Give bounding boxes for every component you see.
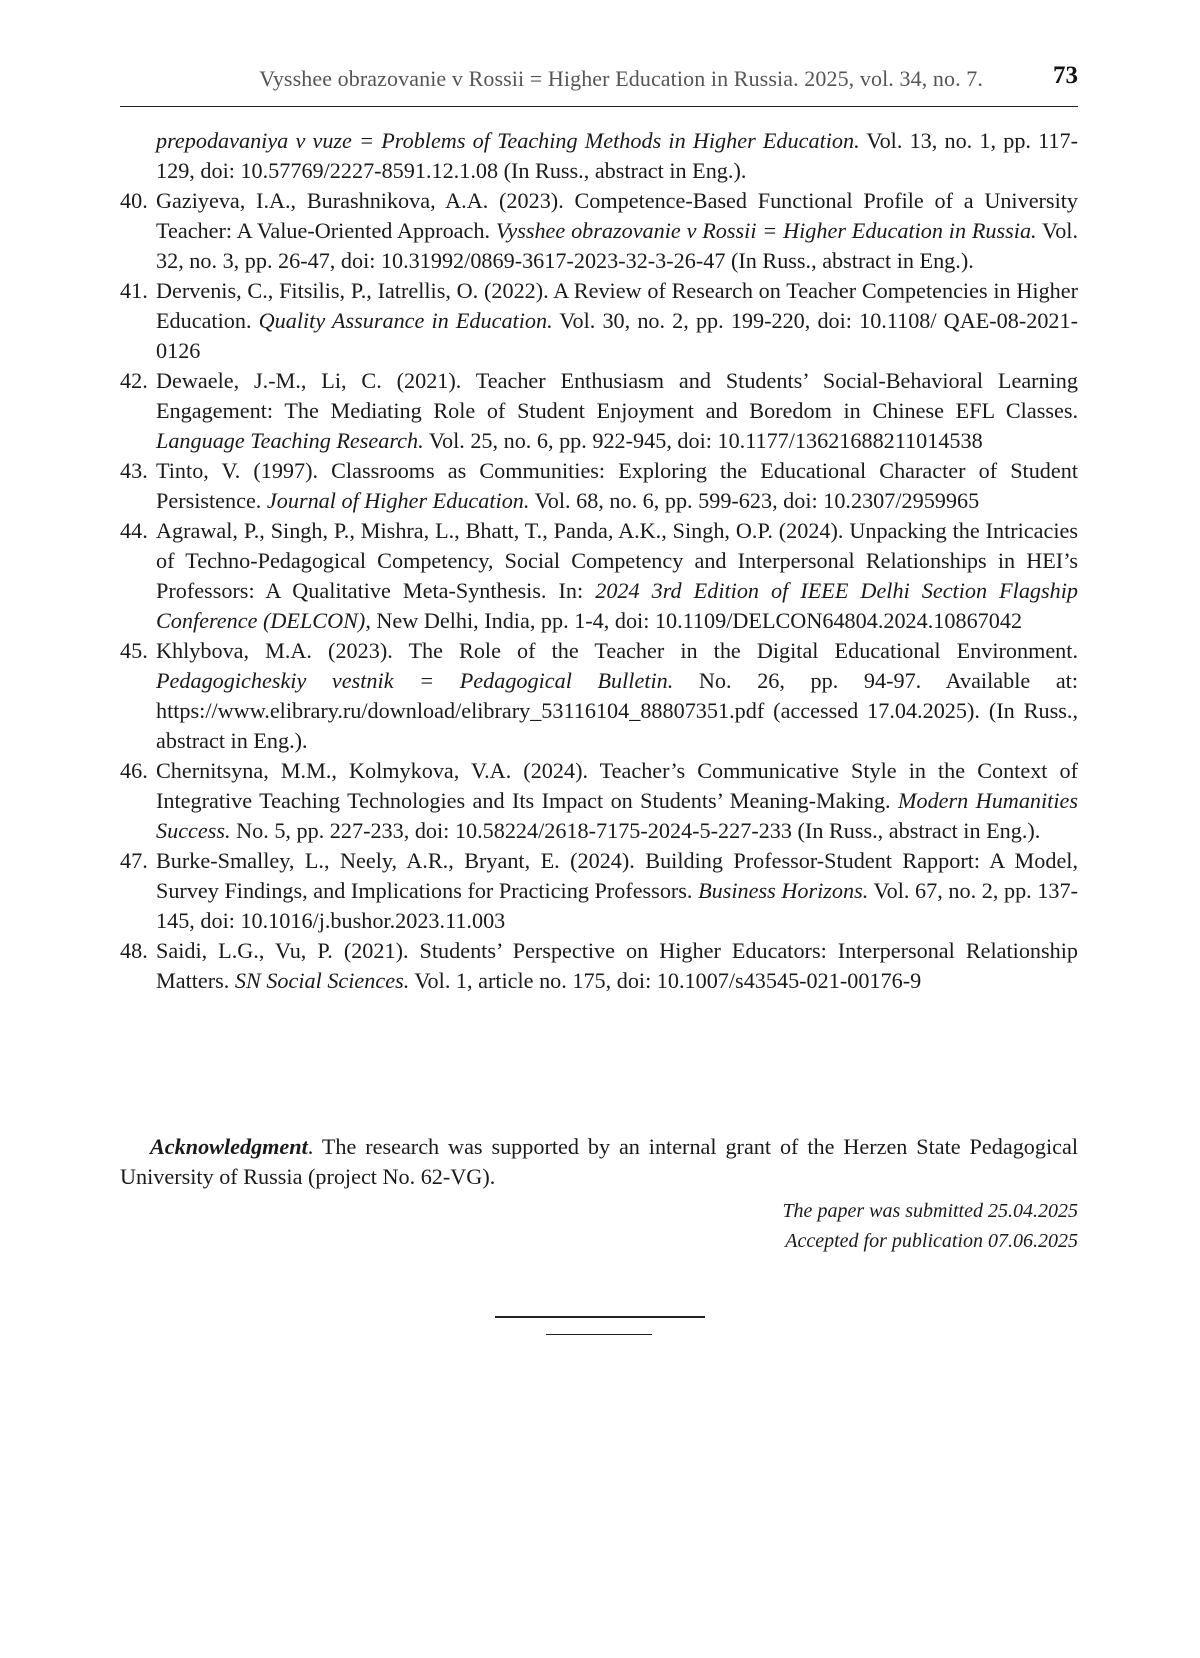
reference-authors-title: Chernitsyna, M.M., Kolmykova, V.A. (2024). Teacher’s Communicative Style in the Context of Integrative Teaching Technologies and Its Impact on Students’ Meaning-Making. bbox=[156, 758, 1078, 813]
reference-details: Vol. 67, no. 2, pp. 137-145, doi: 10.1016/j.bushor.2023.11.003 bbox=[156, 878, 1078, 933]
reference-details: Vol. 68, no. 6, pp. 599-623, doi: 10.2307/2959965 bbox=[529, 488, 980, 513]
reference-item bbox=[120, 276, 1078, 366]
reference-source: Pedagogicheskiy vestnik = Pedagogical Bulletin. bbox=[156, 668, 674, 693]
reference-item bbox=[120, 846, 1078, 936]
reference-item bbox=[120, 366, 1078, 456]
reference-authors-title: Saidi, L.G., Vu, P. (2021). Students’ Perspective on Higher Educators: Interpersonal Relationship Matters. bbox=[156, 938, 1078, 993]
reference-authors-title: Burke-Smalley, L., Neely, A.R., Bryant, E. (2024). Building Professor-Student Rapport: A Model, Survey Findings, and Implications for Practicing Professors. bbox=[156, 848, 1078, 903]
running-header bbox=[120, 58, 1078, 107]
reference-authors-title: Agrawal, P., Singh, P., Mishra, L., Bhatt, T., Panda, A.K., Singh, O.P. (2024). Unpacking the Intricacies of Techno-Pedagogical Competency, Social Competency and Interpersonal Relationships in HEI’s Professors: A Qualitative Meta-Synthesis. In: bbox=[156, 518, 1078, 603]
reference-authors-title: Dervenis, C., Fitsilis, P., Iatrellis, O. (2022). A Review of Research on Teacher Competencies in Higher Education. bbox=[156, 278, 1078, 333]
reference-source: Business Horizons. bbox=[698, 878, 869, 903]
reference-source: Language Teaching Research. bbox=[156, 428, 424, 453]
reference-number: 46. bbox=[120, 758, 148, 783]
reference-item bbox=[120, 126, 1078, 186]
reference-authors-title: Gaziyeva, I.A., Burashnikova, A.A. (2023). Competence-Based Functional Profile of a University Teacher: A Value-Oriented Approach. bbox=[156, 188, 1078, 243]
reference-number: 43. bbox=[120, 458, 148, 483]
reference-item bbox=[120, 756, 1078, 846]
reference-number: 41. bbox=[120, 278, 148, 303]
reference-source: Modern Humanities Success. bbox=[156, 788, 1078, 843]
end-rule-long bbox=[495, 1316, 705, 1318]
acknowledgment-paragraph bbox=[120, 1132, 1078, 1192]
page-number: 73 bbox=[1053, 62, 1078, 89]
reference-number: 42. bbox=[120, 368, 148, 393]
reference-item bbox=[120, 516, 1078, 636]
reference-details: Vol. 13, no. 1, pp. 117-129, doi: 10.57769/2227-8591.12.1.08 (In Russ., abstract in Eng.). bbox=[156, 128, 1078, 183]
reference-source: Quality Assurance in Education. bbox=[258, 308, 553, 333]
reference-details: No. 5, pp. 227-233, doi: 10.58224/2618-7175-2024-5-227-233 (In Russ., abstract in Eng.). bbox=[230, 818, 1041, 843]
reference-source: prepodavaniya v vuze = Problems of Teaching Methods in Higher Education. bbox=[156, 128, 860, 153]
end-rule-short bbox=[546, 1334, 652, 1335]
reference-details: No. 26, pp. 94-97. Available at: https://www.elibrary.ru/download/elibrary_53116104_88807351.pdf (accessed 17.04.2025). (In Russ., abstract in Eng.). bbox=[156, 668, 1078, 753]
reference-source: Journal of Higher Education. bbox=[266, 488, 530, 513]
reference-number: 44. bbox=[120, 518, 148, 543]
acknowledgment-label: Acknowledgment bbox=[150, 1134, 308, 1160]
reference-authors-title: Tinto, V. (1997). Classrooms as Communities: Exploring the Educational Character of Student Persistence. bbox=[156, 458, 1078, 513]
reference-item bbox=[120, 936, 1078, 996]
reference-details: Vol. 25, no. 6, pp. 922-945, doi: 10.1177/13621688211014538 bbox=[423, 428, 983, 453]
reference-source: SN Social Sciences. bbox=[234, 968, 410, 993]
reference-details: Vol. 30, no. 2, pp. 199-220, doi: 10.1108/ QAE-08-2021-0126 bbox=[156, 308, 1079, 363]
reference-number: 40. bbox=[120, 188, 148, 213]
reference-source: 2024 3rd Edition of IEEE Delhi Section Flagship Conference (DELCON) bbox=[156, 578, 1079, 633]
reference-authors-title: Dewaele, J.-M., Li, C. (2021). Teacher Enthusiasm and Students’ Social-Behavioral Learning Engagement: The Mediating Role of Student Enjoyment and Boredom in Chinese EFL Classes. bbox=[156, 368, 1078, 423]
reference-details: Vol. 1, article no. 175, doi: 10.1007/s43545-021-00176-9 bbox=[409, 968, 922, 993]
running-title: Vysshee obrazovanie v Rossii = Higher Education in Russia. 2025, vol. 34, no. 7. bbox=[259, 66, 983, 91]
accepted-date: Accepted for publication 07.06.2025 bbox=[785, 1230, 1078, 1252]
reference-source: Vysshee obrazovanie v Rossii = Higher Education in Russia. bbox=[495, 218, 1037, 243]
reference-number: 47. bbox=[120, 848, 148, 873]
reference-list bbox=[120, 126, 1078, 996]
reference-details: , New Delhi, India, pp. 1-4, doi: 10.1109/DELCON64804.2024.10867042 bbox=[365, 608, 1023, 633]
reference-details: Vol. 32, no. 3, pp. 26-47, doi: 10.31992/0869-3617-2023-32-3-26-47 (In Russ., abstract in Eng.). bbox=[156, 218, 1078, 273]
reference-item bbox=[120, 636, 1078, 756]
reference-number: 45. bbox=[120, 638, 148, 663]
reference-authors-title: Khlybova, M.A. (2023). The Role of the Teacher in the Digital Educational Environment. bbox=[156, 638, 1078, 663]
acknowledgment-text: . The research was supported by an internal grant of the Herzen State Pedagogical University of Russia (project No. 62-VG). bbox=[120, 1134, 1078, 1190]
submission-dates bbox=[782, 1196, 1078, 1256]
reference-number: 48. bbox=[120, 938, 148, 963]
reference-item bbox=[120, 186, 1078, 276]
submitted-date: The paper was submitted 25.04.2025 bbox=[782, 1200, 1078, 1222]
reference-item bbox=[120, 456, 1078, 516]
